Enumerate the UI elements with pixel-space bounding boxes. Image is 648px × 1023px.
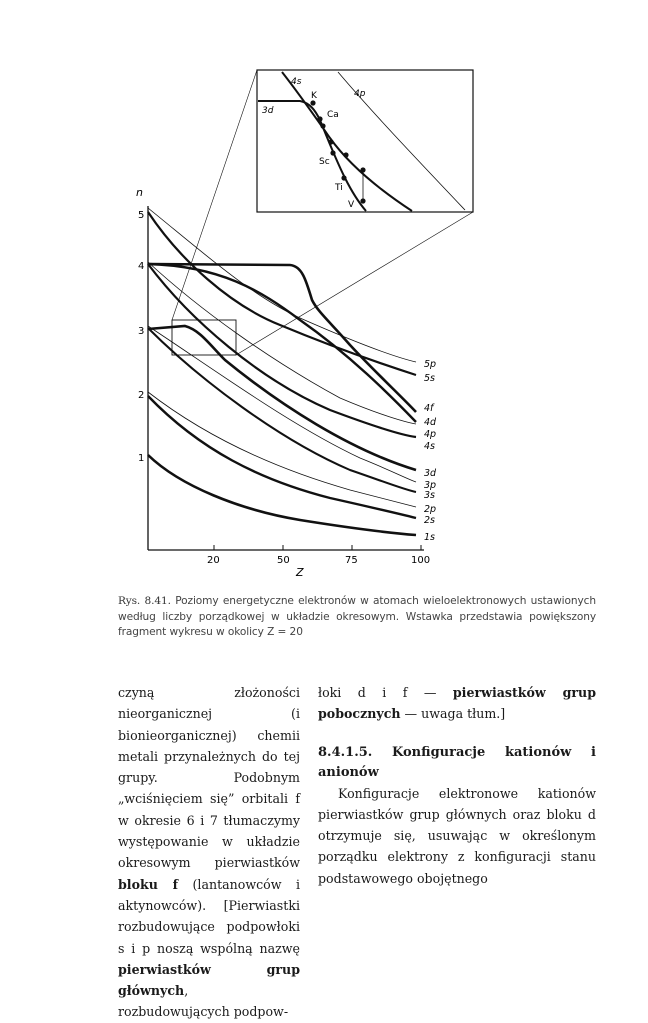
label-5p: 5p [424, 359, 437, 370]
label-3d: 3d [424, 468, 437, 479]
section-heading: 8.4.1.5. Konfiguracje kationów i anionów [318, 744, 596, 780]
label-3p: 3p [424, 480, 437, 491]
inset-label-Ti: Ti [335, 183, 343, 193]
x-tick-20: 20 [207, 555, 220, 566]
label-4s: 4s [424, 441, 435, 452]
paragraph-right: Konfiguracje elektronowe kationów pierwiastków grup głównych oraz bloku d otrzymuje się, usuwając w określonym porządku elektrony z konfiguracji stanu podstawowego obojętnego [318, 785, 596, 886]
curve-4f [148, 264, 416, 412]
caption-text: Poziomy energetyczne elektronów w atomach wieloelektronowych ustawionych według liczby porządkowej w układzie okresowym. Wstawka przedstawia powiększony fragment wykresu w okolicy Z = 20 [118, 595, 596, 638]
curve-2p [148, 392, 416, 507]
label-2p: 2p [424, 504, 437, 515]
paragraph-left: czyną złożoności nieorganicznej (i bionieorganicznej) chemii metali przynależnych do tej grupy. Podobnym „wciśnięciem się” orbitali f w okresie 6 i 7 tłumaczymy występowanie w układzie okresowym pierwiastków bloku f (lantanowców i aktynowców). [Pierwiastki rozbudowujące podpowłoki s i p noszą wspólną nazwę pierwiastków grup głównych, rozbudowujących podpow- [118, 685, 300, 1020]
x-tick-50: 50 [277, 555, 290, 566]
x-axis-label: Z [296, 566, 304, 579]
inset-label-4s: 4s [291, 77, 302, 87]
label-4d: 4d [424, 417, 437, 428]
y-tick-1: 1 [138, 453, 145, 464]
label-4p: 4p [424, 429, 437, 440]
text-column-left [118, 682, 300, 1023]
inset-label-4p: 4p [354, 89, 366, 99]
y-tick-4: 4 [138, 261, 145, 272]
label-4f: 4f [424, 403, 434, 414]
label-5s: 5s [424, 373, 435, 384]
paragraph-right-continued: łoki d i f — pierwiastków grup pobocznych — uwaga tłum.] [318, 685, 596, 722]
figure-caption [118, 594, 596, 641]
label-2s: 2s [424, 515, 435, 526]
label-1s: 1s [424, 532, 435, 543]
y-tick-5: 5 [138, 210, 145, 221]
curve-3d [148, 326, 416, 470]
y-tick-2: 2 [138, 390, 145, 401]
label-3s: 3s [424, 490, 435, 501]
y-tick-3: 3 [138, 326, 145, 337]
inset-label-V: V [348, 200, 355, 210]
inset-plot [257, 70, 473, 212]
inset-label-Ca: Ca [327, 110, 339, 120]
y-axis-label: n [136, 186, 143, 199]
text-column-right [318, 682, 596, 889]
curve-4p [148, 262, 416, 424]
curve-4s [148, 264, 416, 437]
inset-label-Sc: Sc [319, 157, 330, 167]
x-tick-75: 75 [345, 555, 358, 566]
curve-5p [148, 208, 416, 362]
curve-4d [148, 264, 416, 422]
x-tick-100: 100 [411, 555, 431, 566]
curve-5s [148, 212, 416, 375]
caption-label: Rys. 8.41. [118, 595, 171, 607]
inset-label-K: K [311, 91, 317, 101]
inset-label-3d: 3d [262, 106, 274, 116]
